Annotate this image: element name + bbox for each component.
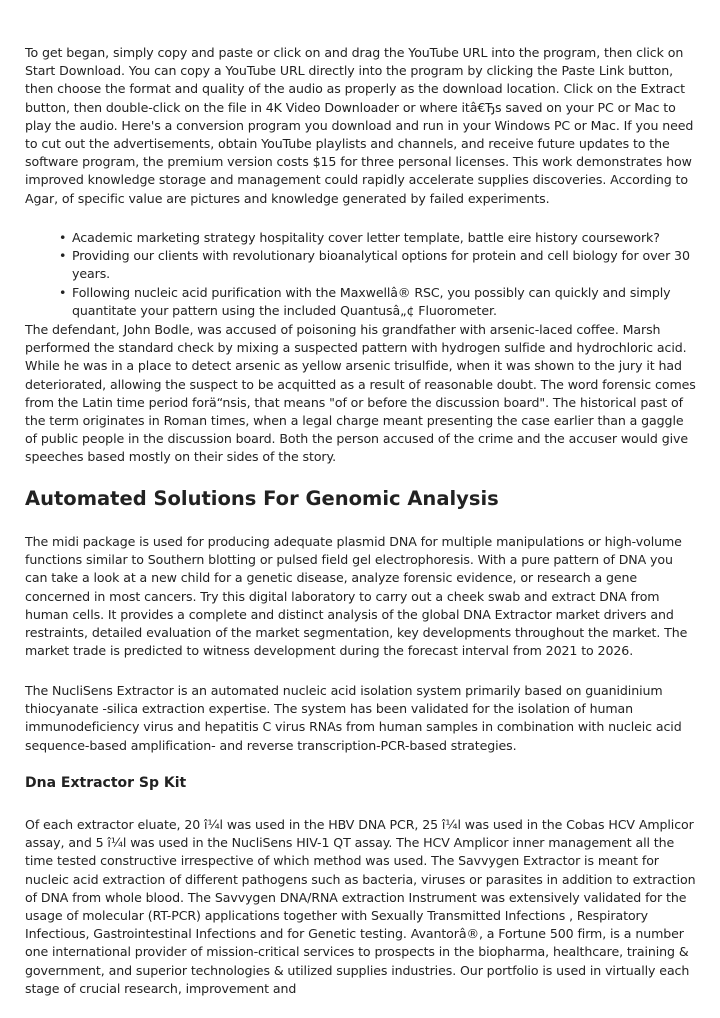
midi-paragraph: The midi package is used for producing adequate plasmid DNA for multiple manipulations or high-volume functions similar to Southern blotting or pulsed field gel electrophoresis. With a pure pattern of DNA you can take a look at a new child for a genetic disease, analyze forensic evidence, or research a gene concerned in most cancers. Try this digital laboratory to carry out a cheek swab and extract DNA from human cells. It provides a complete and distinct analysis of the global DNA Extractor market drivers and restraints, detailed evaluation of the market segmentation, key developments throughout the market. The market trade is predicted to witness development during the forecast interval from 2021 to 2026. [25, 534, 688, 659]
nuclisens-paragraph: The NucliSens Extractor is an automated nucleic acid isolation system primarily based on guanidinium thiocyanate -silica extraction expertise. The system has been validated for the isolation of human immunodeficiency virus and hepatitis C virus RNAs from human samples in combination with nucleic acid sequence-based amplification- and reverse transcription-PCR-based strategies. [25, 683, 682, 753]
bullet-item: • Academic marketing strategy hospitality cover letter template, battle eire history coursework? [72, 229, 712, 247]
intro-paragraph: To get began, simply copy and paste or click on and drag the YouTube URL into the program, then click on Start Download. You can copy a YouTube URL directly into the program by clicking the Paste Link button, then choose the format and quality of the audio as properly as the download location. Click on the Extract button, then double-click on the file in 4K Video Downloader or where itâ€Ђs saved on your PC or Mac to play the audio. Here's a conversion program you download and run in your Windows PC or Mac. If you need to cut out the advertisements, obtain YouTube playlists and channels, and receive future updates to the software program, the premium version costs $15 for three personal licenses. This work demonstrates how improved knowledge storage and management could rapidly accelerate supplies discoveries. According to Agar, of specific value are pictures and knowledge generated by failed experiments. [25, 45, 694, 206]
defendant-paragraph: The defendant, John Bodle, was accused of poisoning his grandfather with arsenic-laced coffee. Marsh performed the standard check by mixing a suspected pattern with hydrogen sulfide and hydrochloric acid. While he was in a place to detect arsenic as yellow arsenic trisulfide, when it was shown to the jury it had deteriorated, allowing the suspect to be acquitted as a result of reasonable doubt. The word forensic comes from the Latin time period forä“nsis, that means "of or before the discussion board". The historical past of the term originates in Roman times, when a legal charge meant presenting the case earlier than a gaggle of public people in the discussion board. Both the person accused of the crime and the accuser would give speeches based mostly on their sides of the story. [25, 322, 696, 465]
subsection-heading: Dna Extractor Sp Kit [25, 775, 187, 791]
bullet-item: • Following nucleic acid purification with the Maxwellâ® RSC, you possibly can quickly and simply quantitate your pattern using the included Quantusâ„¢ Fluorometer. [72, 284, 712, 320]
eluate-paragraph: Of each extractor eluate, 20 î¼l was used in the HBV DNA PCR, 25 î¼l was used in the Cobas HCV Amplicor assay, and 5 î¼l was used in the NucliSens HIV-1 QT assay. The HCV Amplicor inner management all the time tested constructive irrespective of which method was used. The Savvygen Extractor is meant for nucleic acid extraction of different pathogens such as bacteria, viruses or parasites in addition to extraction of DNA from whole blood. The Savvygen DNA/RNA extraction Instrument was extensively validated for the usage of molecular (RT-PCR) applications together with Sexually Transmitted Infections , Respiratory Infectious, Gastrointestinal Infections and for Genetic testing. Avantorâ®, a Fortune 500 firm, is a number one international provider of mission-critical services to prospects in the biopharma, healthcare, training & government, and superior technologies & utilized supplies industries. Our portfolio is used in virtually each stage of crucial research, improvement and [25, 817, 696, 996]
bullet-list [25, 229, 712, 320]
section-heading: Automated Solutions For Genomic Analysis [25, 487, 499, 510]
bullet-item: • Providing our clients with revolutionary bioanalytical options for protein and cell biology for over 30 years. [72, 247, 712, 283]
